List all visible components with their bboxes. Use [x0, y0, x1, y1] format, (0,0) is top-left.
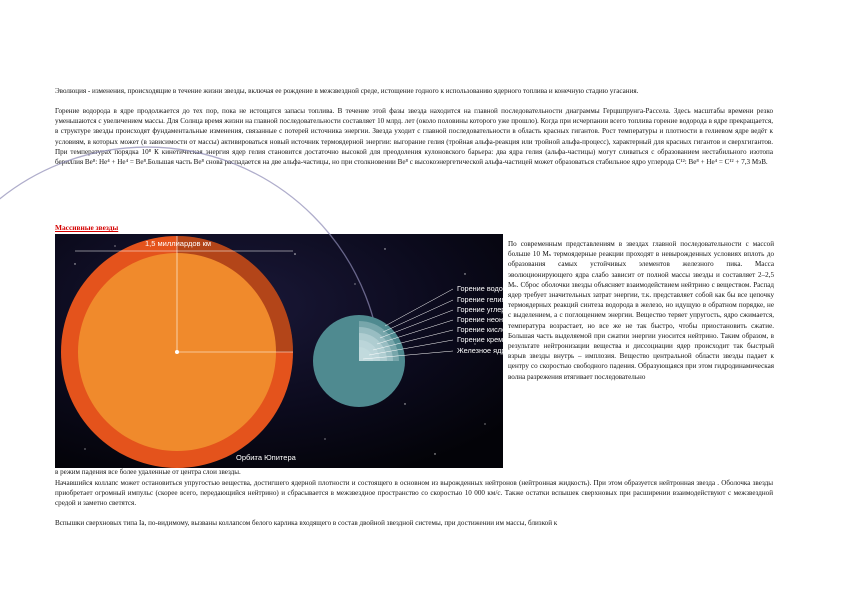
- star-structure-illustration: [55, 234, 523, 468]
- hydrogen-burning-paragraph: Горение водорода в ядре продолжается до тех пор, пока не истощатся запасы топлива. В течение этой фазы звезда находится на главной последовательности диаграммы Герцшпрунга-Рассела. Здесь масштабы времени резко уменьшаются с увеличением массы. Для Солнца время жизни на главной последовательности составляет 10 млрд. лет (около половины которого уже прошло). Когда при исчерпании всего топлива горение водорода в ядре прекращается, в структуре звезды происходят фундаментальные изменения, связанные с потерей источника энергии. Звезда уходит с главной последовательности в область красных гигантов. Рост температуры и плотности в гелиевом ядре ведёт к условиям, в которых может (в зависимости от массы) активироваться новый источник термоядерной энергии: выгорание гелия (тройная альфа-реакция или тройной альфа-процесс), характерный для красных гигантов и сверхгигантов. При температурах порядка 10⁸ К кинетическая энергия ядер гелия становится достаточно высокой для преодоления кулоновского барьера: два ядра гелия (альфа-частицы) могут сливаться с образованием нестабильного изотопа бериллия Be⁸: He⁴ + He⁴ = Be⁸.Большая часть Be⁸ снова распадается на две альфа-частицы, но при столкновении Be⁸ с высокоэнергетической альфа-частицей может образоваться стабильное ядро углерода C¹²: Be⁸ + He⁴ = C¹² + 7,3 МэВ.: [55, 107, 773, 167]
- legend-item-iron-core: Железное ядро: [457, 346, 510, 355]
- collapse-paragraph: Начавшийся коллапс может остановиться упругостью вещества, достигшего ядерной плотности и состоящего в основном из вырожденных нейтронов (нейтронная жидкость). При этом образуется нейтронная звезда . Оболочка звезды приобретает огромный импульс (скорее всего, передающийся нейтрино) и сбрасывается в межзвездное пространство со скоростью 10 000 км/с. Также остатки вспышек сверхновых при расширении взаимодействуют с межзвездной средой и заметно светятся.: [55, 479, 773, 508]
- orbit-label: Орбита Юпитера: [236, 453, 296, 462]
- supernova-ia-paragraph: Вспышки сверхновых типа Ia, по-видимому, вызваны коллапсом белого карлика входящего в состав двойной звездной системы, при достижении им массы, близкой к: [55, 519, 558, 527]
- core-dot: [175, 350, 179, 354]
- infall-paragraph: в режим падения все более удаленные от центра слои звезды.: [55, 468, 241, 476]
- section-heading: Массивные звезды: [55, 223, 119, 232]
- legend-item-carbon: Горение углерода: [457, 305, 518, 314]
- legend-item-neon: Горение неона: [457, 315, 508, 324]
- legend-item-hydrogen: Горение водорода: [457, 284, 520, 293]
- legend-item-silicon: Горение кремния: [457, 335, 516, 344]
- legend-item-helium: Горение гелия: [457, 295, 506, 304]
- scale-label: 1,5 миллиардов км: [145, 239, 212, 248]
- massive-stars-paragraph: По современным представлениям в звездах главной последовательности с массой больше 10 Mₛ термоядерные реакции проходят в невырожденных условиях вплоть до образования самых устойчивых элементов железного пика. Масса эволюционирующего ядра слабо зависит от полной массы звезды и составляет 2–2,5 Mₛ. Сброс оболочки звезды объясняет взаимодействием нейтрино с веществом. Распад ядер требует значительных затрат энергии, т.к. представляет собой как бы все цепочку термоядерных реакций синтеза водорода в железо, но идущую в обратном порядке, не с выделением, а с поглощением энергии. Вещество теряет упругость, ядро сжимается, температура возрастает, но все же не так быстро, чтобы приостановить сжатие. Большая часть выделяемой при сжатии энергии уносится нейтрино. Таким образом, в результате нейтронизации вещества и диссоциации ядер происходит так быстрый взрыв звезды внутрь – имплозия. Вещество центральной области звезды падает к центру со скоростью свободного падения. Образующаяся при этом гидродинамическая волна разрежения втягивает последовательно: [508, 240, 774, 381]
- intro-paragraph: Эволюция - изменения, происходящие в течение жизни звезды, включая ее рождение в межзвездной среде, истощение годного к использованию ядерного топлива и конечную стадию угасания.: [55, 87, 639, 95]
- legend-item-oxygen: Горение кислорода: [457, 325, 523, 334]
- star-structure-figure: [55, 234, 523, 468]
